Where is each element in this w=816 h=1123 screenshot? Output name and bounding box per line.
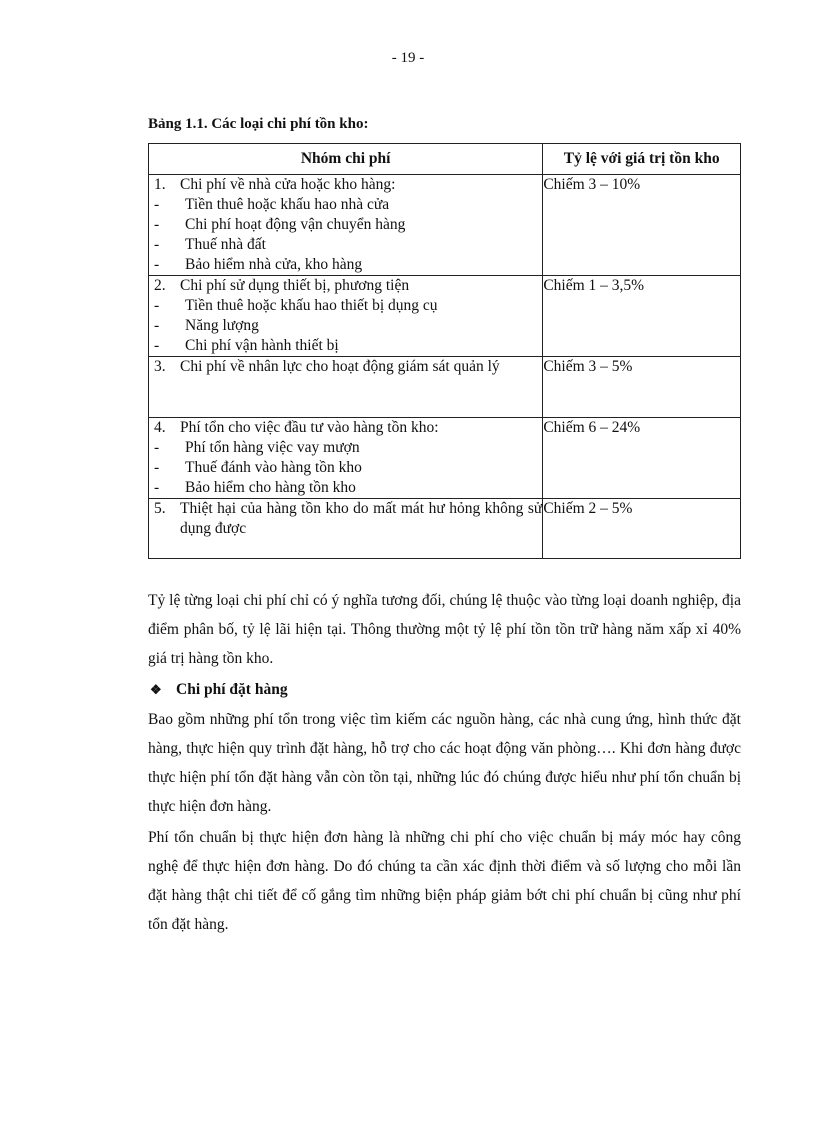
group-title-text: Chi phí sử dụng thiết bị, phương tiện: [180, 277, 410, 294]
table-row: [149, 499, 741, 559]
paragraph-cost-ratio: Tỷ lệ từng loại chi phí chỉ có ý nghĩa tương đối, chúng lệ thuộc vào từng loại doanh nghiệp, địa điểm phân bố, tỷ lệ lãi hiện tại. Thông thường một tỷ lệ phí tồn tồn trữ hàng năm xấp xỉ 40% giá trị hàng tồn kho.: [148, 592, 741, 667]
group-title-text: Chi phí về nhà cửa hoặc kho hàng:: [180, 176, 396, 193]
group-number: 1.: [154, 176, 166, 193]
table-row: [149, 276, 741, 357]
group-cell: [149, 276, 543, 357]
group-cell: [149, 418, 543, 499]
group-number: 4.: [154, 419, 166, 436]
group-title: [149, 276, 542, 296]
list-item: - Chi phí vận hành thiết bị: [154, 337, 339, 354]
list-item: - Thuế đánh vào hàng tồn kho: [154, 459, 362, 476]
group-title: [149, 499, 542, 539]
list-item: - Thuế nhà đất: [154, 236, 266, 253]
list-item: - Phí tổn hàng việc vay mượn: [154, 439, 360, 456]
rate-cell: Chiếm 6 – 24%: [543, 418, 741, 499]
list-item: - Tiền thuê hoặc khấu hao thiết bị dụng cụ: [154, 297, 438, 314]
group-title-text: Chi phí về nhân lực cho hoạt động giám sát quản lý: [180, 358, 500, 375]
group-cell: [149, 499, 543, 559]
table-header-row: [149, 144, 741, 175]
diamond-bullet-icon: ❖: [150, 682, 162, 697]
group-title: [149, 418, 542, 438]
column-header-rate: Tỷ lệ với giá trị tồn kho: [543, 144, 741, 175]
paragraph-setup-cost: Phí tổn chuẩn bị thực hiện đơn hàng là những chi phí cho việc chuẩn bị máy móc hay công nghệ để thực hiện đơn hàng. Do đó chúng ta cần xác định thời điểm và số lượng cho mỗi lần đặt hàng thật chi tiết để cố gắng tìm những biện pháp giảm bớt chi phí chuẩn bị cũng như phí tổn đặt hàng.: [148, 829, 741, 933]
table-row: [149, 175, 741, 276]
group-title-text: Phí tổn cho việc đầu tư vào hàng tồn kho:: [180, 419, 439, 436]
group-title: [149, 175, 542, 195]
section-heading: [150, 681, 288, 699]
rate-cell: Chiếm 2 – 5%: [543, 499, 741, 559]
paragraph-ordering-cost: Bao gồm những phí tổn trong việc tìm kiếm các nguồn hàng, các nhà cung ứng, hình thức đặt hàng, thực hiện quy trình đặt hàng, hỗ trợ cho các hoạt động văn phòng…. Khi đơn hàng được thực hiện phí tổn đặt hàng vẫn còn tồn tại, những lúc đó chúng được hiểu như phí tổn chuẩn bị thực hiện đơn hàng.: [148, 711, 741, 815]
section-heading-text: Chi phí đặt hàng: [176, 681, 288, 698]
rate-cell: Chiếm 1 – 3,5%: [543, 276, 741, 357]
rate-cell: Chiếm 3 – 5%: [543, 357, 741, 418]
group-cell: [149, 357, 543, 418]
group-title-text: Thiệt hại của hàng tồn kho do mất mát hư hỏng không sử dụng được: [180, 500, 543, 537]
group-number: 5.: [154, 500, 166, 517]
page-number: - 19 -: [391, 50, 425, 66]
table-row: [149, 418, 741, 499]
group-number: 2.: [154, 277, 166, 294]
list-item: - Năng lượng: [154, 317, 259, 334]
table-row: [149, 357, 741, 418]
list-item: - Tiền thuê hoặc khấu hao nhà cửa: [154, 196, 390, 213]
group-cell: [149, 175, 543, 276]
cost-table: [148, 143, 741, 559]
list-item: - Chi phí hoạt động vận chuyển hàng: [154, 216, 406, 233]
group-number: 3.: [154, 358, 166, 375]
table-caption: Bảng 1.1. Các loại chi phí tồn kho:: [148, 116, 369, 132]
column-header-group: Nhóm chi phí: [149, 144, 543, 175]
list-item: - Bảo hiểm nhà cửa, kho hàng: [154, 256, 363, 273]
rate-cell: Chiếm 3 – 10%: [543, 175, 741, 276]
group-title: [149, 357, 542, 377]
list-item: - Bảo hiểm cho hàng tồn kho: [154, 479, 356, 496]
